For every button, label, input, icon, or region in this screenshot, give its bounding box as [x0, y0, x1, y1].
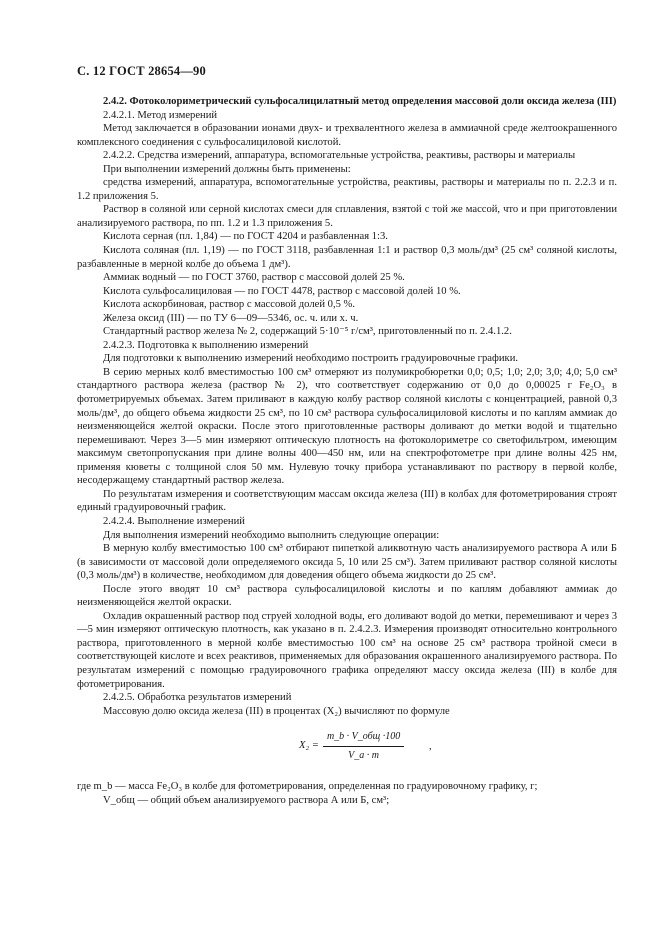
- paragraph: Для подготовки к выполнению измерений необходимо построить градуировочные графики.: [103, 353, 519, 365]
- formula-denominator: V_a · m: [348, 749, 380, 761]
- paragraph: Раствор в соляной или серной кислотах смеси для сплавления, взятой с той же массой, что и при приготовлении анализируемого раствора, по пп. 1.2 и 1.3 приложения 5.: [77, 204, 617, 229]
- document-body: [77, 95, 617, 807]
- subsection-title: 2.4.2.3. Подготовка к выполнению измерений: [103, 339, 309, 351]
- paragraph: Метод заключается в образовании ионами двух- и трехвалентного железа в аммиачной среде желтоокрашенного комплексного соединения с сульфосалициловой кислотой.: [77, 123, 617, 148]
- list-item: Кислота соляная (пл. 1,19) — по ГОСТ 3118, разбавленная 1:1 и раствор 0,3 моль/дм³ (25 см³ соляной кислоты, разбавленные в мерной колбе до объема 1 дм³).: [77, 245, 617, 270]
- paragraph: Массовую долю оксида железа (III) в процентах (X₂) вычисляют по формуле: [103, 705, 450, 717]
- where-line: V_общ — общий объем анализируемого раствора А или Б, см³;: [103, 794, 390, 806]
- subsection-title: 2.4.2.5. Обработка результатов измерений: [103, 692, 292, 704]
- paragraph: Охладив окрашенный раствор под струей холодной воды, его доливают водой до метки, перемешивают и через 3—5 мин измеряют оптическую плотность, как указано в п. 2.4.2.3. Измерения производят относительно контрольного раствора, приготовленного в мерной колбе вместимостью 100 см³ на основе 25 см³ раствора тройной смеси в соответствующей кислоте и всех реактивов, применяемых для образования окрашенного анализируемого раствора. По результатам измерений с помощью градуировочного графика определяют массу оксида железа (III) в колбе для фотометрирования.: [77, 610, 617, 690]
- formula-fraction: [323, 730, 404, 762]
- subsection-title: 2.4.2.2. Средства измерений, аппаратура, вспомогательные устройства, реактивы, растворы и материалы: [103, 150, 576, 162]
- paragraph: Для выполнения измерений необходимо выполнить следующие операции:: [103, 529, 440, 541]
- formula-block: [77, 718, 617, 780]
- list-item: Кислота серная (пл. 1,84) — по ГОСТ 4204 и разбавленная 1:3.: [103, 231, 388, 243]
- list-item: Железа оксид (III) — по ТУ 6—09—5346, ос. ч. или х. ч.: [103, 312, 359, 324]
- paragraph: средства измерений, аппаратура, вспомогательные устройства, реактивы, растворы и материалы по п. 2.2.3 и п. 1.2 приложения 5.: [77, 177, 617, 202]
- subsection-title: 2.4.2.1. Метод измерений: [103, 109, 218, 121]
- formula-comma: ,: [429, 741, 432, 753]
- list-item: Стандартный раствор железа № 2, содержащий 5·10⁻⁵ г/см³, приготовленный по п. 2.4.1.2.: [103, 326, 512, 338]
- formula-numerator: m_b · V_общ ·100: [323, 730, 404, 747]
- section-heading: 2.4.2. Фотоколориметрический сульфосалицилатный метод определения массовой доли оксида железа (III): [103, 96, 617, 107]
- list-item: Аммиак водный — по ГОСТ 3760, раствор с массовой долей 25 %.: [103, 272, 405, 284]
- paragraph: После этого вводят 10 см³ раствора сульфосалициловой кислоты и по каплям добавляют аммиак до неизменяющейся желтой окраски.: [77, 583, 617, 609]
- page-header: С. 12 ГОСТ 28654—90: [77, 64, 206, 78]
- paragraph: По результатам измерения и соответствующим массам оксида железа (III) в колбах для фотометрирования строят единый градуировочный график.: [77, 488, 617, 514]
- list-item: Кислота сульфосалициловая — по ГОСТ 4478, раствор с массовой долей 10 %.: [103, 285, 461, 297]
- paragraph: При выполнении измерений должны быть применены:: [103, 163, 351, 175]
- formula: [299, 730, 404, 762]
- where-line: где m_b — масса Fe₂O₃ в колбе для фотометрирования, определенная по градуировочному графику, г;: [77, 781, 538, 793]
- list-item: Кислота аскорбиновая, раствор с массовой долей 0,5 %.: [103, 299, 356, 311]
- subsection-title: 2.4.2.4. Выполнение измерений: [103, 515, 245, 527]
- paragraph: В серию мерных колб вместимостью 100 см³ отмеряют из полумикробюретки 0,0; 0,5; 1,0; 2,0; 3,0; 4,0; 5,0 см³ стандартного раствора железа (раствор № 2), что соответствует содержанию от 0,0 до 0,00025 г Fe₂O₃ в фотометрируемых объемах. Затем приливают в каждую колбу раствор соляной кислоты с концентрацией, равной 0,3 моль/дм³, до общего объема жидкости 25 см³, по 10 см³ раствора сульфосалициловой кислоты и по каплям аммиак до неизменяющейся желтой окраски. После этого приготовленные растворы доливают до метки водой и тщательно перемешивают. Через 3—5 мин измеряют оптическую плотность на фотоколориметре со светофильтром, имеющим максимум светопропускания при длине волны 400—450 нм, или на спектрофотометре при длине волны 425 нм, применяя кюветы с толщиной слоя 50 мм. Нулевую точку прибора устанавливают по раствору в первой колбе, несодержащему стандартный раствор железа.: [77, 366, 617, 487]
- formula-lhs: X₂ =: [299, 740, 319, 752]
- paragraph: В мерную колбу вместимостью 100 см³ отбирают пипеткой аликвотную часть анализируемого раствора А или Б (в зависимости от массовой доли определяемого оксида 5, 10 или 25 см³). Затем приливают раствор соляной кислоты (0,3 моль/дм³) в количестве, необходимом для доведения общего объема жидкости до 25 см³.: [77, 543, 617, 582]
